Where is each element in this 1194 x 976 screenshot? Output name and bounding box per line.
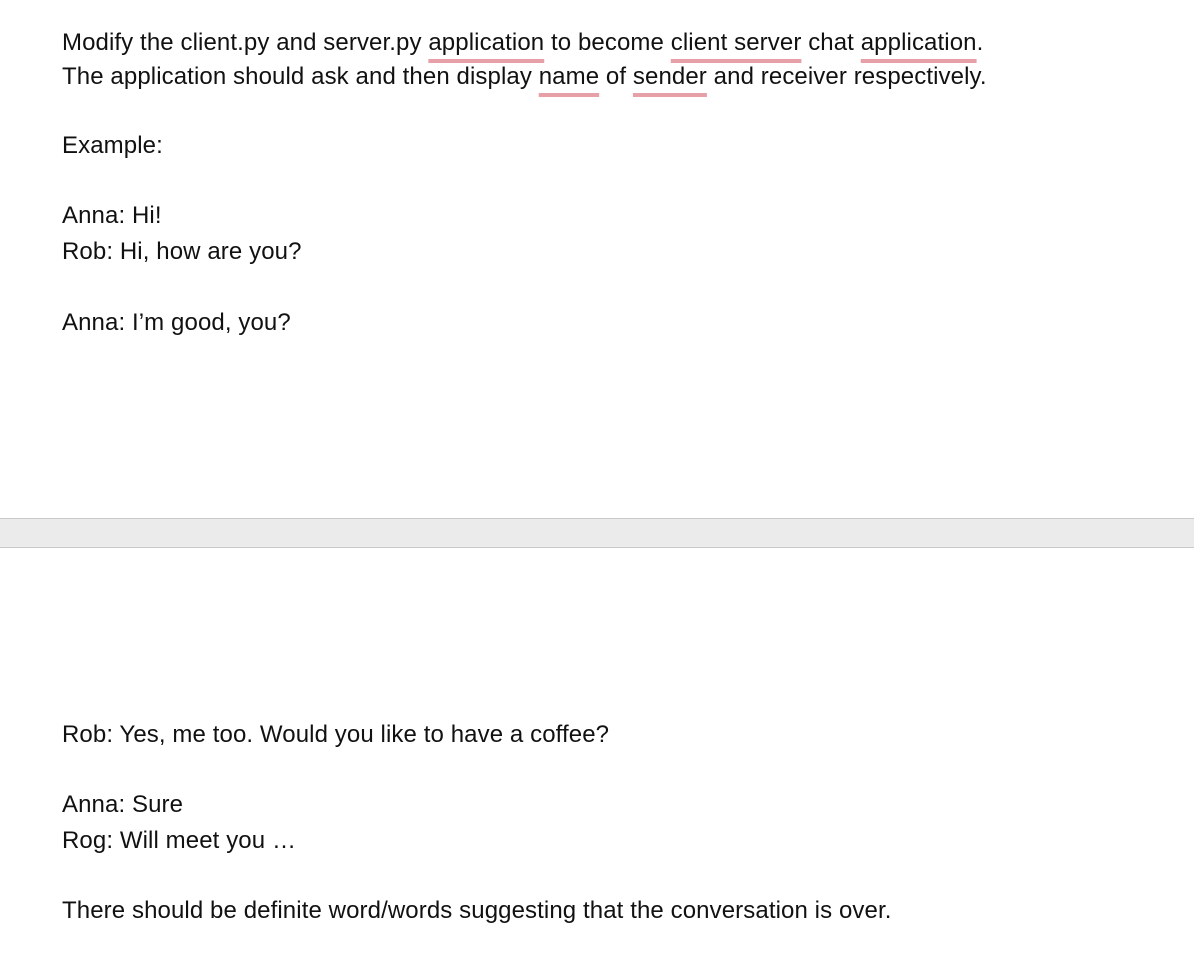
example-label: Example: (62, 132, 163, 159)
intro-line-1 (62, 28, 983, 58)
text-run: and receiver respectively. (706, 63, 987, 90)
closing-instruction: There should be definite word/words suggesting that the conversation is over. (62, 897, 892, 924)
chat-message-rog-1: Rog: Will meet you … (62, 827, 297, 854)
document-page-2 (0, 548, 1194, 976)
chat-message-rob-1: Rob: Hi, how are you? (62, 238, 302, 265)
text-run: of (599, 63, 633, 90)
chat-message-anna-2: Anna: I’m good, you? (62, 309, 291, 336)
chat-message-rob-2: Rob: Yes, me too. Would you like to have a coffee? (62, 721, 610, 748)
chat-message-anna-1: Anna: Hi! (62, 202, 162, 229)
spellcheck-flagged-word[interactable]: sender (632, 63, 707, 90)
spellcheck-flagged-word[interactable]: application (428, 29, 545, 56)
chat-message-anna-3: Anna: Sure (62, 791, 184, 818)
text-run: Modify the client.py and server.py (62, 29, 429, 56)
text-run: . (976, 29, 984, 56)
text-run: chat (801, 29, 861, 56)
spellcheck-flagged-word[interactable]: client server (670, 29, 802, 56)
spellcheck-flagged-word[interactable]: application (860, 29, 977, 56)
spellcheck-flagged-word[interactable]: name (538, 63, 600, 90)
text-run: to become (544, 29, 671, 56)
intro-line-2 (62, 62, 987, 92)
page-break-gap (0, 518, 1194, 548)
text-run: The application should ask and then display (62, 63, 539, 90)
